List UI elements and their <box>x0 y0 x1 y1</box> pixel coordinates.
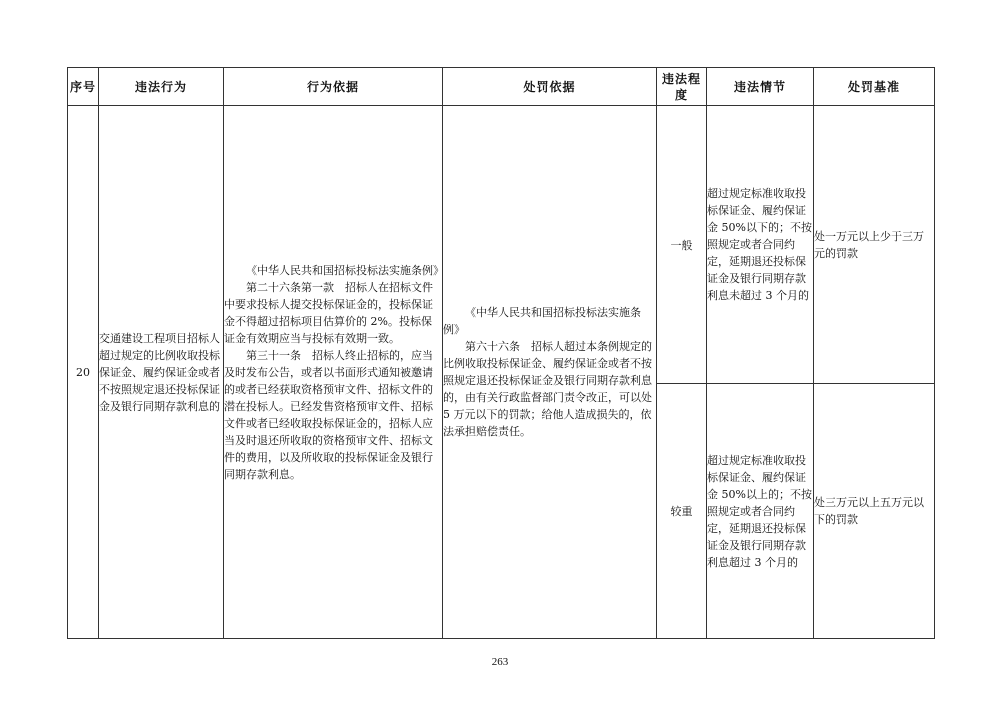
page-number: 263 <box>491 656 509 668</box>
header-standard: 处罚基准 <box>814 68 935 106</box>
basis-article-31: 第三十一条 招标人终止招标的，应当及时发布公告，或者以书面形式通知被邀请的或者已经获取资格预审文件、招标文件的潜在投标人。已经发售资格预审文件、招标文件或者已经收取投标保证金的，招标人应当及时退还所收取的资格预审文件、招标文件的费用，以及所收取的投标保证金及银行同期存款利息。 <box>224 348 433 481</box>
penalty-standard-table <box>67 67 935 639</box>
header-circumstance: 违法情节 <box>707 68 814 106</box>
header-act: 违法行为 <box>99 68 224 106</box>
degree-general: 一般 <box>657 106 707 384</box>
standard-serious: 处三万元以上五万元以下的罚款 <box>814 384 935 639</box>
header-penalty-basis: 处罚依据 <box>443 68 657 106</box>
degree-serious: 较重 <box>657 384 707 639</box>
circumstance-general: 超过规定标准收取投标保证金、履约保证金 50%以下的；不按照规定或者合同约定，延期退还投标保证金及银行同期存款利息未超过 3 个月的 <box>707 106 814 384</box>
header-degree: 违法程度 <box>657 68 707 106</box>
table-row <box>68 106 935 384</box>
standard-general: 处一万元以上少于三万元的罚款 <box>814 106 935 384</box>
circumstance-serious: 超过规定标准收取投标保证金、履约保证金 50%以上的；不按照规定或者合同约定，延期退还投标保证金及银行同期存款利息超过 3 个月的 <box>707 384 814 639</box>
row-penalty-basis <box>443 106 657 639</box>
penalty-article-66: 第六十六条 招标人超过本条例规定的比例收取投标保证金、履约保证金或者不按照规定退还投标保证金及银行同期存款利息的，由有关行政监督部门责令改正，可以处 5 万元以下的罚款；给他人造成损失的，依法承担赔偿责任。 <box>443 340 652 438</box>
basis-law-title: 《中华人民共和国招标投标法实施条例》 <box>246 263 444 277</box>
row-seq: 20 <box>68 106 99 639</box>
header-basis: 行为依据 <box>224 68 443 106</box>
header-seq: 序号 <box>68 68 99 106</box>
penalty-law-title: 《中华人民共和国招标投标法实施条例》 <box>443 306 641 336</box>
basis-article-26: 第二十六条第一款 招标人在招标文件中要求投标人提交投标保证金的，投标保证金不得超过招标项目估算价的 2%。投标保证金有效期应当与投标有效期一致。 <box>224 280 433 345</box>
row-act: 交通建设工程项目招标人超过规定的比例收取投标保证金、履约保证金或者不按照规定退还投标保证金及银行同期存款利息的 <box>99 106 224 639</box>
row-basis <box>224 106 443 639</box>
header-row <box>68 68 935 106</box>
